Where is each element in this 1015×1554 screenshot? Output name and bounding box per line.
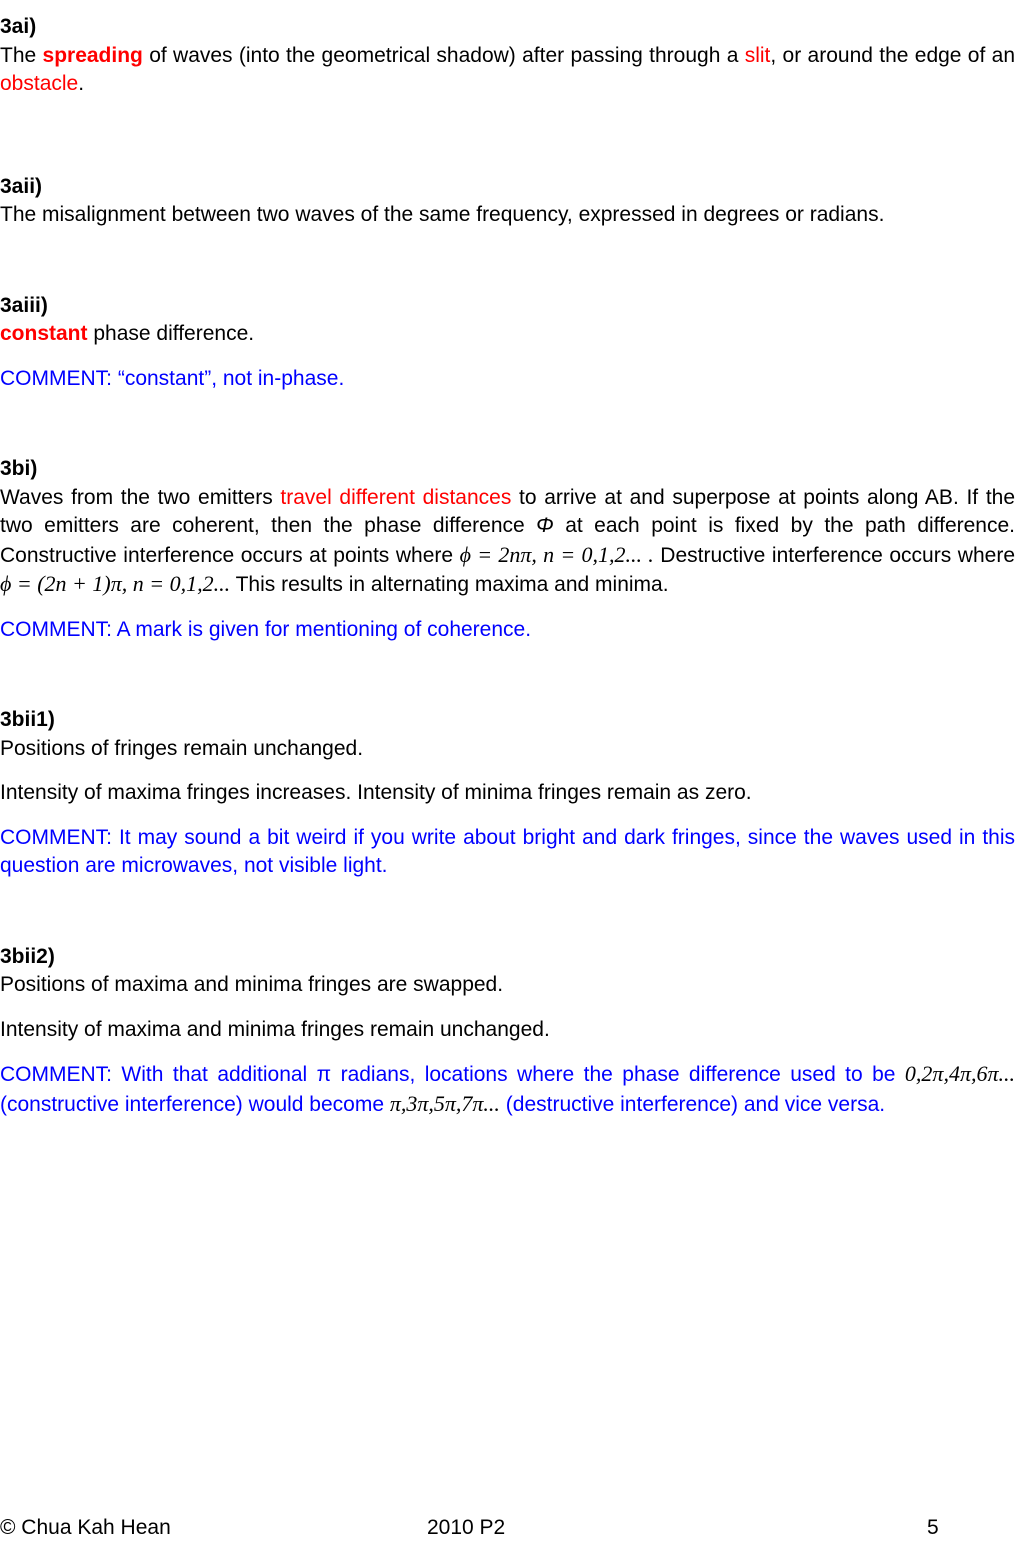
question-label-3aiii: 3aiii) [0,293,48,317]
footer-copyright: © Chua Kah Hean [0,1516,171,1539]
phi-symbol: Φ [536,514,554,537]
answer-3aii: The misalignment between two waves of the same frequency, expressed in degrees or radians. [0,203,885,226]
section-3ai [0,13,1015,99]
keyword-obstacle: obstacle [0,72,79,95]
section-3bi [0,455,1015,644]
comment-3bi: COMMENT: A mark is given for mentioning of coherence. [0,617,532,641]
answer-3bi: Waves from the two emitters travel different distances to arrive at and superpose at points along AB. If the two emitters are coherent, then the phase difference Φ at each point is fixed by the path difference. Constructive interference occurs at points where ϕ = 2nπ, n = 0,1,2... . Destructive interference occurs where ϕ = (2n + 1)π, n = 0,1,2... This results in alternating maxima and minima. [0,485,1015,596]
constructive-condition: ϕ = 2nπ, n = 0,1,2... . [459,541,654,567]
document-page [0,13,1015,1119]
keyword-constant: constant [0,322,88,345]
comment-3bii2: COMMENT: With that additional π radians, locations where the phase difference used to be 0,2π,4π,6π... (constructive interference) would become π,3π,5π,7π... (destructive interference) and vice versa. [0,1061,1015,1116]
question-label-3aii: 3aii) [0,174,43,198]
answer-3ai: The spreading of waves (into the geometrical shadow) after passing through a slit, or around the edge of an obstacle. [0,43,1015,95]
keyword-spreading: spreading [42,43,143,67]
answer-3bii1-positions: Positions of fringes remain unchanged. [0,736,364,760]
section-3bii1 [0,706,1015,881]
destructive-phase-list: π,3π,5π,7π... [389,1090,500,1116]
comment-3bii1: COMMENT: It may sound a bit weird if you write about bright and dark fringes, since the waves used in this question are microwaves, not visible light. [0,825,1015,877]
destructive-condition: ϕ = (2n + 1)π, n = 0,1,2... [0,571,231,596]
answer-3bii2-intensity: Intensity of maxima and minima fringes remain unchanged. [0,1017,550,1041]
section-3aiii [0,292,1015,394]
question-label-3bii2: 3bii2) [0,944,55,968]
page-footer [0,1514,1015,1544]
question-label-3bii1: 3bii1) [0,708,55,731]
question-label-3bi: 3bi) [0,457,38,480]
section-3bii2 [0,943,1015,1120]
answer-3bii1-intensity: Intensity of maxima fringes increases. Intensity of minima fringes remain as zero. [0,781,752,804]
keyword-travel-different-distances: travel different distances [280,485,512,509]
constructive-phase-list: 0,2π,4π,6π... [904,1061,1015,1086]
answer-3bii2-positions: Positions of maxima and minima fringes are swapped. [0,973,504,996]
footer-paper: 2010 P2 [427,1516,506,1539]
section-3aii [0,173,1015,230]
question-label-3ai: 3ai) [0,15,37,38]
comment-3aiii: COMMENT: “constant”, not in-phase. [0,366,345,390]
answer-3aiii: constant phase difference. [0,322,255,345]
keyword-slit: slit [744,43,771,67]
footer-page-number: 5 [927,1516,939,1539]
